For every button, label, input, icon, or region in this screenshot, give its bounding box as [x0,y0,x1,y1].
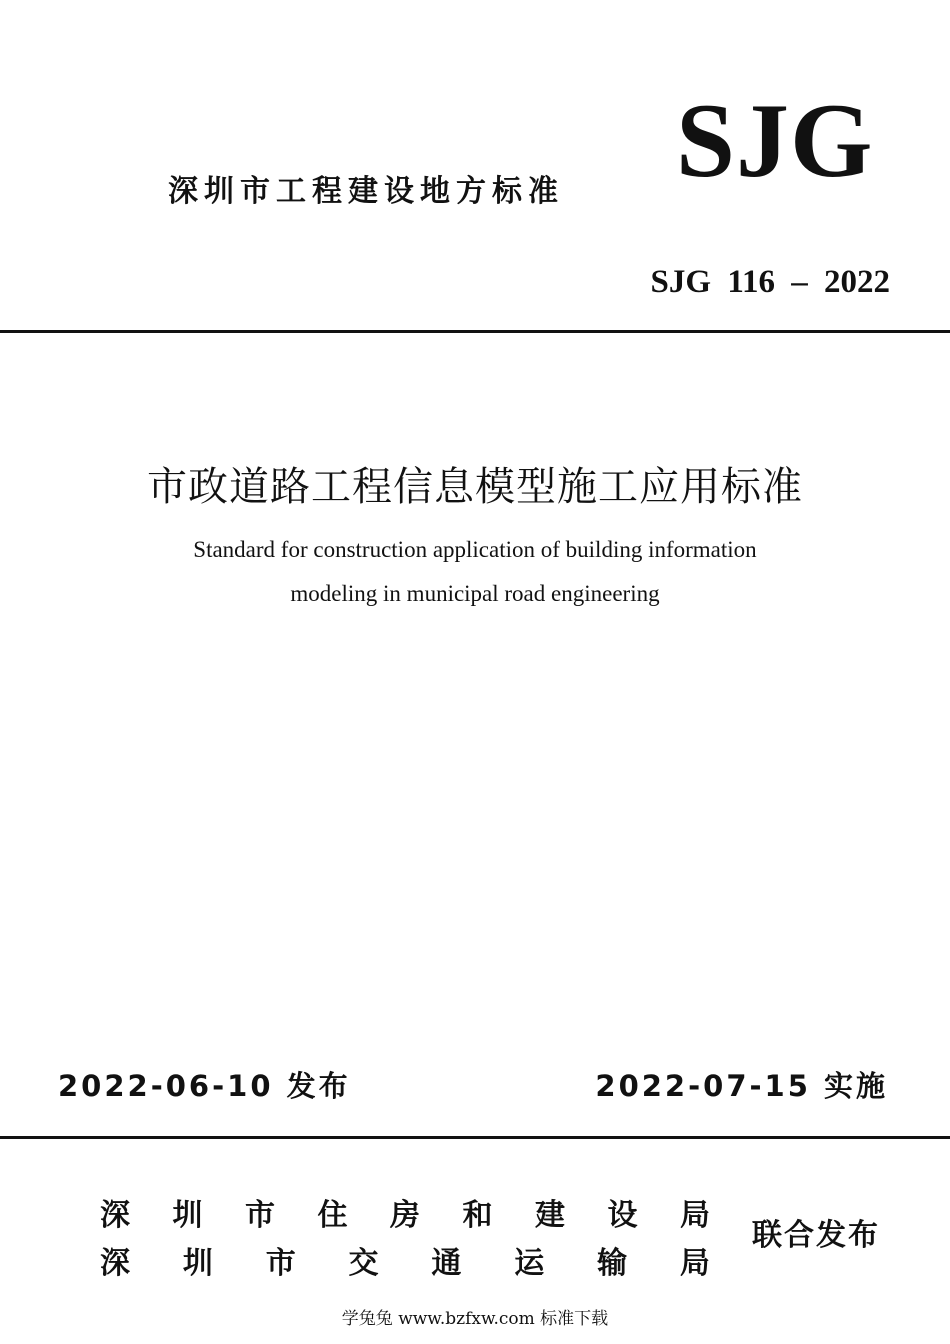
issuer-housing-construction-bureau [100,1190,710,1234]
document-title-english-line-1: Standard for construction application of building information [193,537,757,562]
issuer-char: 和 [462,1198,493,1233]
issuer-char: 输 [597,1246,628,1281]
issuer-char: 建 [535,1198,565,1233]
issuer-char: 局 [680,1198,710,1233]
issuer-char: 深 [100,1246,130,1281]
document-title-chinese: 市政道路工程信息模型施工应用标准 [147,464,803,510]
issuer-char: 住 [317,1198,348,1233]
issuer-char: 深 [100,1198,130,1233]
document-title-english-line-2: modeling in municipal road engineering [290,581,660,606]
issuer-transport-bureau [100,1238,710,1282]
issuer-char: 房 [390,1198,420,1233]
issuer-char: 圳 [172,1198,203,1233]
issuer-char: 通 [431,1246,462,1281]
issuer-char: 运 [514,1246,545,1281]
issuer-char: 局 [679,1246,710,1281]
standard-category: 深圳市工程建设地方标准 [168,174,564,209]
joint-release-label: 联合发布 [752,1218,880,1253]
bottom-divider [0,1136,950,1139]
implementation-date: 2022-07-15 实施 [595,1069,888,1103]
issuer-char: 圳 [182,1246,213,1281]
sjg-logo: SJG [676,82,874,199]
issuer-char: 市 [245,1198,275,1233]
issuer-char: 市 [265,1246,296,1281]
standard-number: SJG 116 – 2022 [650,264,890,300]
issuer-char: 设 [607,1198,638,1233]
download-source-footer: 学兔兔 www.bzfxw.com 标准下载 [341,1309,609,1329]
issuer-char: 交 [348,1246,379,1281]
top-divider [0,330,950,333]
issue-date: 2022-06-10 发布 [58,1069,351,1103]
